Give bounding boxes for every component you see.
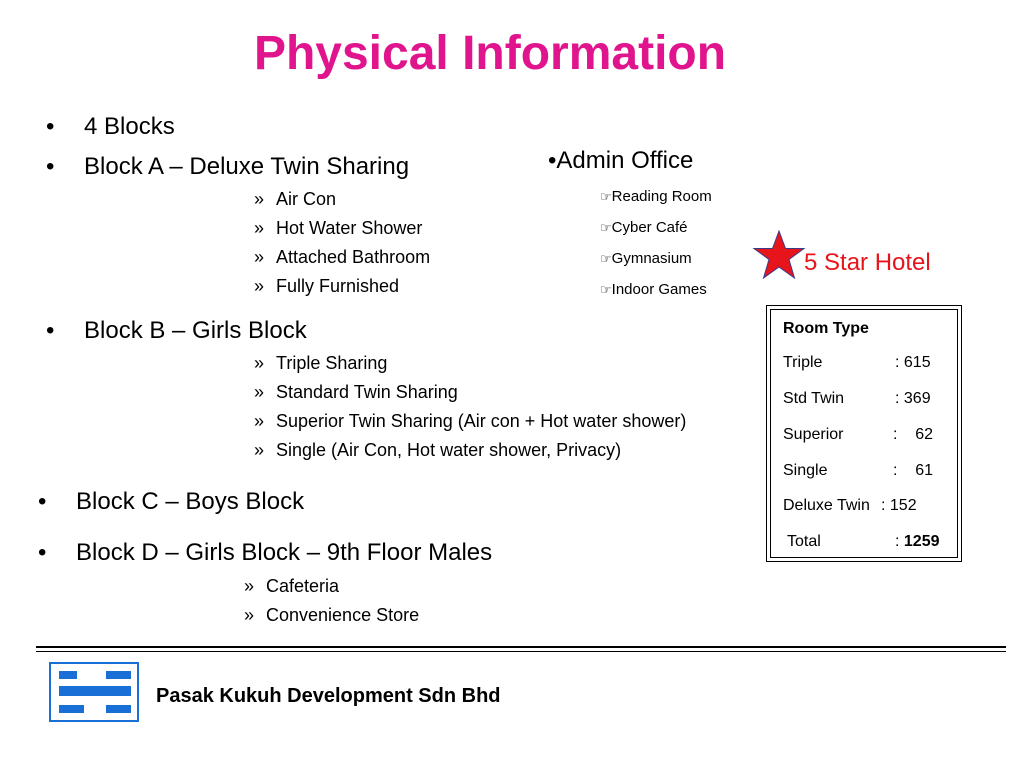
room-total-value: 1259 xyxy=(903,533,940,550)
room-label: Single xyxy=(783,462,828,479)
list-item-block-b xyxy=(46,317,307,345)
raquo-icon: » xyxy=(254,382,265,402)
sub-item-text: Superior Twin Sharing (Air con + Hot water shower) xyxy=(276,411,687,431)
pointing-hand-icon: ☞ xyxy=(600,282,612,297)
list-item-block-a xyxy=(46,153,409,181)
admin-item-text: Indoor Games xyxy=(611,281,707,298)
block-d-text: Block D – Girls Block – 9th Floor Males xyxy=(76,539,493,566)
raquo-icon: » xyxy=(254,218,265,238)
room-total-colon: : xyxy=(895,533,900,550)
list-item-block-c xyxy=(38,488,304,516)
admin-item xyxy=(600,219,688,236)
raquo-icon: » xyxy=(244,576,255,596)
admin-office-heading: •Admin Office xyxy=(548,147,694,174)
star-icon xyxy=(752,229,806,283)
room-type-inner xyxy=(770,309,958,558)
room-label: Superior xyxy=(783,426,844,443)
bullet-icon: • xyxy=(38,488,47,515)
footer-divider xyxy=(36,651,1006,652)
room-value: : 62 xyxy=(893,426,934,443)
sub-item xyxy=(244,605,419,626)
sub-item xyxy=(254,189,336,210)
room-total-label: Total xyxy=(787,533,821,550)
bullet-icon: • xyxy=(46,317,55,344)
raquo-icon: » xyxy=(254,247,265,267)
room-type-header-text: Room Type xyxy=(783,320,869,337)
room-label: Deluxe Twin xyxy=(783,497,870,514)
sub-item-text: Cafeteria xyxy=(266,576,340,596)
pointing-hand-icon: ☞ xyxy=(600,220,612,235)
bullet-icon: • xyxy=(46,153,55,180)
raquo-icon: » xyxy=(254,440,265,460)
sub-item xyxy=(244,576,339,597)
raquo-icon: » xyxy=(254,353,265,373)
room-type-box xyxy=(766,305,962,562)
pointing-hand-icon: ☞ xyxy=(600,251,612,266)
sub-item xyxy=(254,440,621,461)
sub-item-text: Standard Twin Sharing xyxy=(276,382,458,402)
bullet-icon: • xyxy=(46,113,55,140)
blocks-count-text: 4 Blocks xyxy=(84,113,175,140)
company-logo-icon xyxy=(49,662,139,722)
sub-item-text: Attached Bathroom xyxy=(276,247,431,267)
sub-item-text: Convenience Store xyxy=(266,605,420,625)
admin-item xyxy=(600,281,707,298)
block-a-text: Block A – Deluxe Twin Sharing xyxy=(84,153,410,180)
raquo-icon: » xyxy=(254,411,265,431)
sub-item-text: Air Con xyxy=(276,189,337,209)
room-total-value-wrap xyxy=(895,533,940,551)
sub-item-text: Triple Sharing xyxy=(276,353,388,373)
room-value: : 61 xyxy=(893,462,934,479)
admin-item-text: Gymnasium xyxy=(611,250,692,267)
room-label: Triple xyxy=(783,354,823,371)
raquo-icon: » xyxy=(244,605,255,625)
admin-item xyxy=(600,188,712,205)
list-item-block-d xyxy=(38,539,492,567)
raquo-icon: » xyxy=(254,189,265,209)
admin-item xyxy=(600,250,692,267)
sub-item xyxy=(254,411,686,432)
pointing-hand-icon: ☞ xyxy=(600,189,612,204)
hotel-label: 5 Star Hotel xyxy=(804,249,931,276)
sub-item-text: Single (Air Con, Hot water shower, Privacy) xyxy=(276,440,622,460)
block-b-text: Block B – Girls Block xyxy=(84,317,307,344)
sub-item xyxy=(254,382,458,403)
sub-item-text: Hot Water Shower xyxy=(276,218,423,238)
bullet-icon: • xyxy=(38,539,47,566)
sub-item-text: Fully Furnished xyxy=(276,276,400,296)
sub-item xyxy=(254,353,387,374)
sub-item xyxy=(254,276,399,297)
company-name: Pasak Kukuh Development Sdn Bhd xyxy=(156,685,501,707)
room-label: Std Twin xyxy=(783,390,845,407)
page-title: Physical Information xyxy=(253,27,727,80)
block-c-text: Block C – Boys Block xyxy=(76,488,305,515)
admin-item-text: Reading Room xyxy=(611,188,712,205)
footer-divider xyxy=(36,646,1006,648)
room-value: : 369 xyxy=(895,390,931,407)
raquo-icon: » xyxy=(254,276,265,296)
sub-item xyxy=(254,218,422,239)
list-item-blocks xyxy=(46,113,175,141)
room-value: : 152 xyxy=(881,497,917,514)
sub-item xyxy=(254,247,430,268)
admin-item-text: Cyber Café xyxy=(611,219,688,236)
room-value: : 615 xyxy=(895,354,931,371)
